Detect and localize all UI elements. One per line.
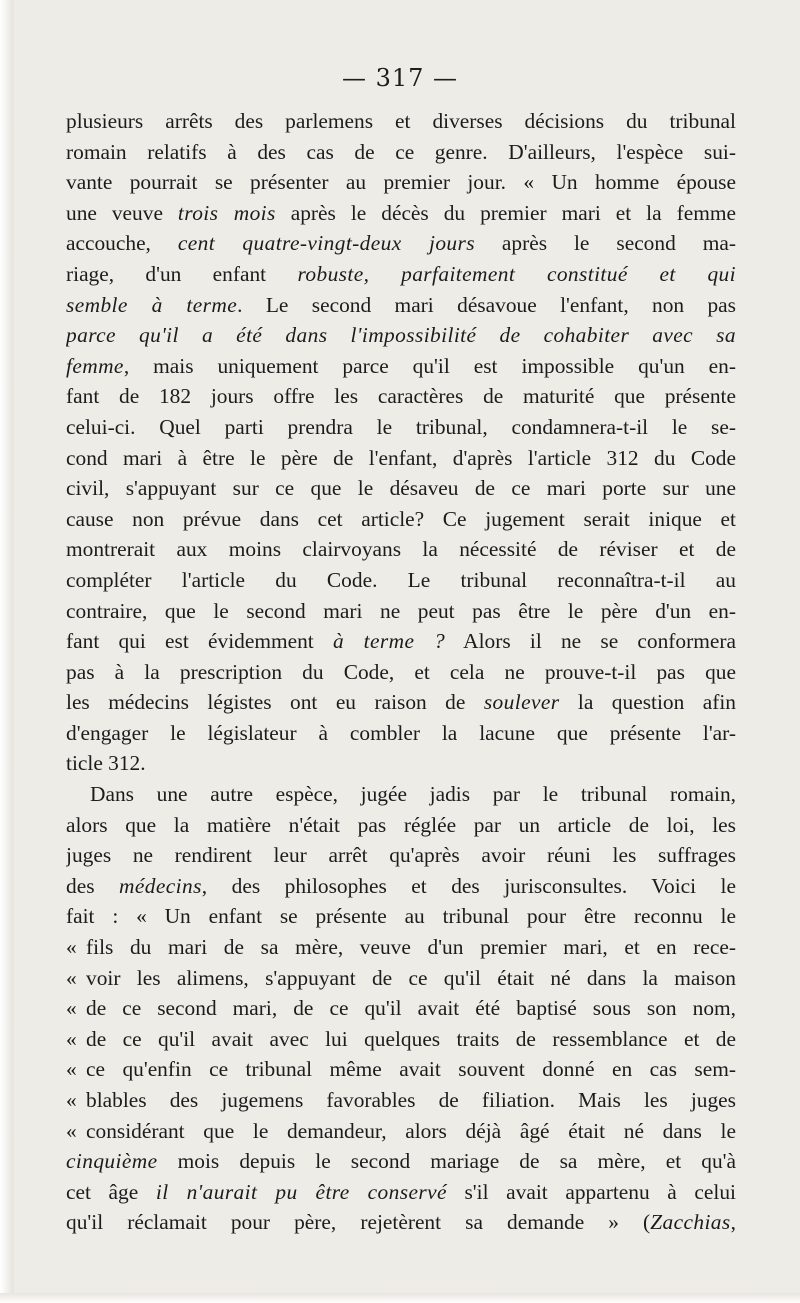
- text-run: montrerait aux moins clairvoyans la nécessité de réviser et de: [66, 537, 736, 562]
- text-run: pas à la prescription du Code, et cela ne prouve-t-il pas que: [66, 659, 736, 684]
- text-line: [66, 259, 736, 290]
- text-line: [66, 687, 736, 718]
- italic-run: Zacchias: [650, 1210, 731, 1235]
- text-run: juges ne rendirent leur arrêt qu'après avoir réuni les suffrages: [66, 843, 736, 868]
- text-run: cause non prévue dans cet article? Ce jugement serait inique et: [66, 506, 736, 531]
- text-line: [66, 1024, 736, 1055]
- text-run: la question afin: [559, 690, 736, 715]
- text-run: fant de 182 jours offre les caractères de maturité que présente: [66, 384, 736, 409]
- text-line: [66, 993, 736, 1024]
- text-run: fait : « Un enfant se présente au tribunal pour être reconnu le: [66, 904, 736, 929]
- page-edge-shadow: [0, 0, 14, 1303]
- italic-run: cinquième: [66, 1149, 158, 1174]
- text-line: [66, 351, 736, 382]
- text-run: Dans une autre espèce, jugée jadis par le tribunal romain,: [90, 782, 736, 807]
- quote-mark: «: [66, 1057, 77, 1082]
- text-run: après le second ma-: [474, 231, 736, 256]
- text-line: [66, 657, 736, 688]
- text-run: qu'il réclamait pour père, rejetèrent sa demande » (: [66, 1210, 651, 1235]
- text-run: ,: [730, 1210, 736, 1235]
- text-run: contraire, que le second mari ne peut pas être le père d'un en-: [66, 598, 736, 623]
- text-run: civil, s'appuyant sur ce que le désaveu de ce mari porte sur une: [66, 476, 736, 501]
- text-line: [66, 1116, 736, 1147]
- italic-run: soulever: [483, 690, 560, 715]
- italic-run: trois mois: [177, 200, 276, 225]
- text-line: [66, 320, 736, 351]
- text-line: [66, 1146, 736, 1177]
- text-run: plusieurs arrêts des parlemens et diverses décisions du tribunal: [66, 109, 736, 133]
- quote-mark: «: [66, 1026, 77, 1051]
- text-run: ce qu'enfin ce tribunal même avait souvent donné en cas sem-: [86, 1057, 736, 1082]
- text-run: fant qui est évidemment: [66, 629, 333, 654]
- text-line: [66, 1054, 736, 1085]
- text-line: [66, 198, 736, 229]
- text-line: [66, 473, 736, 504]
- text-line: [66, 810, 736, 841]
- quote-mark: «: [66, 965, 77, 990]
- text-line: [66, 718, 736, 749]
- text-line: [66, 290, 736, 321]
- text-run: blables des jugemens favorables de filiation. Mais les juges: [86, 1088, 736, 1112]
- quote-mark: «: [66, 1088, 77, 1112]
- text-line: [66, 1085, 736, 1116]
- italic-run: cent quatre-vingt-deux jours: [177, 231, 475, 256]
- text-run: vante pourrait se présenter au premier jour. « Un homme épouse: [66, 170, 736, 195]
- text-run: celui-ci. Quel parti prendra le tribunal, condamnera-t-il le se-: [66, 414, 736, 439]
- text-line: [66, 565, 736, 596]
- text-run: romain relatifs à des cas de ce genre. D'ailleurs, l'espèce sui-: [66, 139, 736, 164]
- italic-run: semble à terme: [66, 292, 238, 317]
- italic-run: parce qu'il a été dans l'impossibilité de cohabiter avec sa: [66, 323, 736, 348]
- text-run: de ce second mari, de ce qu'il avait été baptisé sous son nom,: [86, 996, 736, 1021]
- text-run: , des philosophes et des jurisconsultes. Voici le: [201, 873, 736, 898]
- page-bottom-edge: [0, 1293, 800, 1303]
- text-line: [66, 748, 736, 779]
- text-run: . Le second mari désavoue l'enfant, non pas: [237, 292, 736, 317]
- italic-run: à terme ?: [332, 629, 446, 654]
- text-run: une veuve: [66, 200, 178, 225]
- text-run: considérant que le demandeur, alors déjà âgé était né dans le: [86, 1118, 736, 1143]
- page-number: — 317 —: [341, 64, 459, 92]
- italic-run: robuste, parfaitement constitué et qui: [297, 261, 736, 286]
- text-run: d'engager le législateur à combler la lacune que présente l'ar-: [66, 720, 736, 745]
- text-line: [66, 1177, 736, 1208]
- text-run: ticle 312.: [66, 751, 146, 776]
- text-line: [66, 901, 736, 932]
- text-line: [66, 1207, 736, 1238]
- body-text: [66, 106, 736, 1238]
- text-run: fils du mari de sa mère, veuve d'un premier mari, et en rece-: [86, 935, 736, 960]
- text-line: [66, 381, 736, 412]
- text-line: [66, 626, 736, 657]
- text-run: des: [66, 873, 119, 898]
- text-run: , mais uniquement parce qu'il est impossible qu'un en-: [123, 353, 736, 378]
- text-line: [66, 840, 736, 871]
- italic-run: médecins: [119, 873, 202, 898]
- text-line: [66, 167, 736, 198]
- text-run: s'il avait appartenu à celui: [446, 1179, 736, 1204]
- text-line: [66, 871, 736, 902]
- text-run: après le décès du premier mari et la femme: [275, 200, 736, 225]
- text-run: riage, d'un enfant: [66, 261, 298, 286]
- text-line: [66, 443, 736, 474]
- quote-mark: «: [66, 1118, 77, 1143]
- italic-run: il n'aurait pu être conservé: [155, 1179, 447, 1204]
- text-run: les médecins légistes ont eu raison de: [66, 690, 484, 715]
- text-line: [66, 596, 736, 627]
- text-run: compléter l'article du Code. Le tribunal reconnaîtra-t-il au: [66, 567, 736, 592]
- text-run: voir les alimens, s'appuyant de ce qu'il était né dans la maison: [86, 965, 736, 990]
- text-run: cet âge: [66, 1179, 156, 1204]
- text-run: de ce qu'il avait avec lui quelques traits de ressemblance et de: [86, 1026, 736, 1051]
- italic-run: femme: [66, 353, 124, 378]
- text-run: cond mari à être le père de l'enfant, d'après l'article 312 du Code: [66, 445, 736, 470]
- text-line: [66, 412, 736, 443]
- text-line: [66, 228, 736, 259]
- text-line: [66, 106, 736, 137]
- quote-mark: «: [66, 996, 77, 1021]
- text-run: accouche,: [66, 231, 178, 256]
- text-run: mois depuis le second mariage de sa mère, et qu'à: [157, 1149, 736, 1174]
- text-line: [66, 504, 736, 535]
- text-line: [66, 963, 736, 994]
- text-run: alors que la matière n'était pas réglée par un article de loi, les: [66, 812, 736, 837]
- text-line: [66, 932, 736, 963]
- text-line: [66, 137, 736, 168]
- text-run: Alors il ne se conformera: [445, 629, 736, 654]
- text-line: [66, 534, 736, 565]
- text-line: [66, 779, 736, 810]
- quote-mark: «: [66, 935, 77, 960]
